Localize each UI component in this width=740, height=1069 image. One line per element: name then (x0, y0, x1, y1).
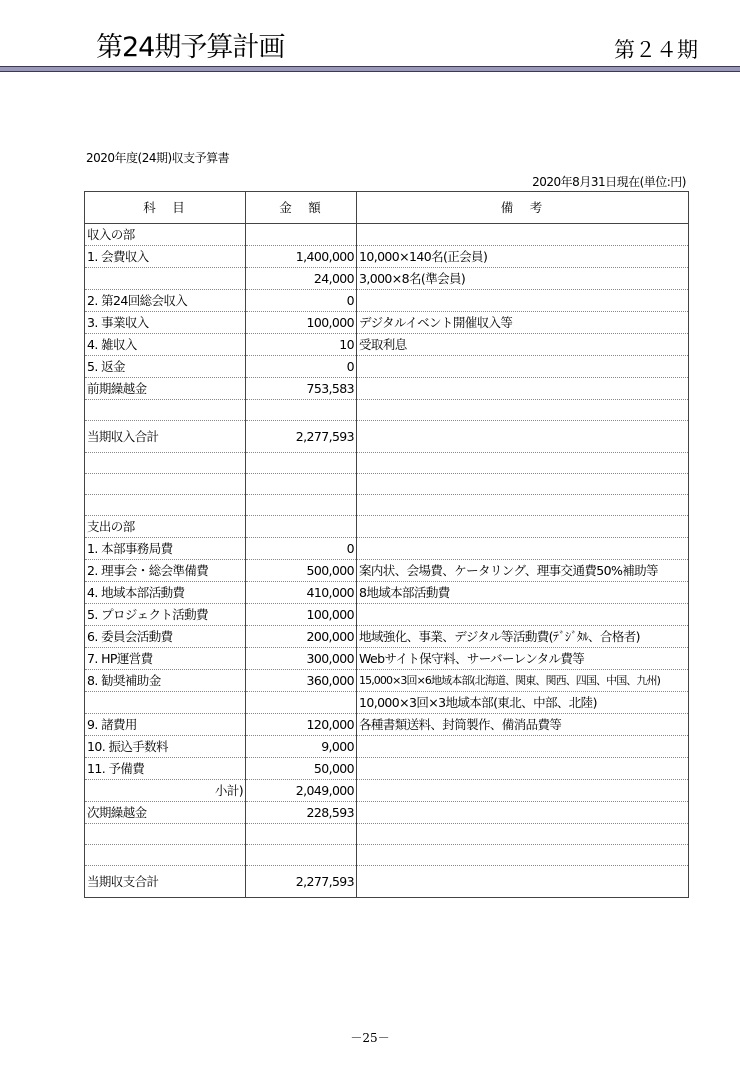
note-cell (357, 736, 689, 758)
note-cell (357, 824, 689, 845)
note-cell (357, 538, 689, 560)
table-row (85, 824, 689, 845)
amount-cell: 2,277,593 (246, 866, 357, 898)
note-cell (357, 604, 689, 626)
table-row (85, 692, 689, 714)
note-cell (357, 845, 689, 866)
item-cell (85, 495, 246, 516)
amount-cell: 410,000 (246, 582, 357, 604)
item-cell: 6. 委員会活動費 (85, 626, 246, 648)
column-header-amount: 金 額 (246, 192, 357, 224)
table-row (85, 356, 689, 378)
item-cell: 当期収支合計 (85, 866, 246, 898)
amount-cell: 200,000 (246, 626, 357, 648)
table-row (85, 400, 689, 421)
item-cell (85, 845, 246, 866)
note-cell (357, 356, 689, 378)
table-row (85, 604, 689, 626)
note-cell (357, 224, 689, 246)
amount-cell: 2,049,000 (246, 780, 357, 802)
amount-cell: 753,583 (246, 378, 357, 400)
item-cell: 10. 振込手数料 (85, 736, 246, 758)
item-cell: 4. 雑収入 (85, 334, 246, 356)
amount-cell: 228,593 (246, 802, 357, 824)
note-cell (357, 400, 689, 421)
table-row (85, 670, 689, 692)
item-cell: 1. 会費収入 (85, 246, 246, 268)
note-cell (357, 780, 689, 802)
note-cell: 案内状、会場費、ケータリング、理事交通費50%補助等 (357, 560, 689, 582)
amount-cell: 360,000 (246, 670, 357, 692)
table-row (85, 453, 689, 474)
note-cell: 地域強化、事業、デジタル等活動費(ﾃﾞｼﾞﾀﾙ、合格者) (357, 626, 689, 648)
table-row (85, 290, 689, 312)
table-row (85, 474, 689, 495)
table-row (85, 758, 689, 780)
item-cell: 4. 地域本部活動費 (85, 582, 246, 604)
amount-cell: 10 (246, 334, 357, 356)
note-cell: 10,000×3回×3地域本部(東北、中部、北陸) (357, 692, 689, 714)
table-row (85, 334, 689, 356)
table-row (85, 246, 689, 268)
header-divider-bar (0, 66, 740, 72)
note-cell (357, 474, 689, 495)
item-cell: 支出の部 (85, 516, 246, 538)
note-cell (357, 866, 689, 898)
item-cell: 7. HP運営費 (85, 648, 246, 670)
item-cell: 8. 勧奨補助金 (85, 670, 246, 692)
item-cell (85, 474, 246, 495)
column-header-note: 備 考 (357, 192, 689, 224)
amount-cell: 0 (246, 538, 357, 560)
note-cell: 15,000×3回×6地域本部(北海道、関東、関西、四国、中国、九州) (357, 670, 689, 692)
amount-cell: 1,400,000 (246, 246, 357, 268)
item-cell: 当期収入合計 (85, 421, 246, 453)
amount-cell: 300,000 (246, 648, 357, 670)
table-row (85, 538, 689, 560)
table-row (85, 802, 689, 824)
note-cell (357, 758, 689, 780)
table-row (85, 495, 689, 516)
amount-cell: 24,000 (246, 268, 357, 290)
item-cell: 収入の部 (85, 224, 246, 246)
item-cell: 3. 事業収入 (85, 312, 246, 334)
amount-cell (246, 845, 357, 866)
amount-cell: 50,000 (246, 758, 357, 780)
item-cell (85, 453, 246, 474)
table-row (85, 560, 689, 582)
table-row (85, 714, 689, 736)
item-cell: 2. 第24回総会収入 (85, 290, 246, 312)
table-row (85, 516, 689, 538)
item-cell: 11. 予備費 (85, 758, 246, 780)
item-cell: 小計) (85, 780, 246, 802)
item-cell (85, 268, 246, 290)
note-cell: 3,000×8名(準会員) (357, 268, 689, 290)
amount-cell (246, 692, 357, 714)
table-row (85, 582, 689, 604)
item-cell: 2. 理事会・総会準備費 (85, 560, 246, 582)
table-row (85, 648, 689, 670)
note-cell: デジタルイベント開催収入等 (357, 312, 689, 334)
amount-cell: 9,000 (246, 736, 357, 758)
note-cell (357, 378, 689, 400)
column-header-item: 科 目 (85, 192, 246, 224)
page-number: －25－ (350, 1031, 390, 1045)
term-label: 第２４期 (614, 38, 698, 62)
table-row (85, 224, 689, 246)
item-cell: 次期繰越金 (85, 802, 246, 824)
note-cell: Webサイト保守料、サーバーレンタル費等 (357, 648, 689, 670)
table-row (85, 845, 689, 866)
table-row (85, 780, 689, 802)
amount-cell (246, 824, 357, 845)
note-cell: 8地域本部活動費 (357, 582, 689, 604)
item-cell: 1. 本部事務局費 (85, 538, 246, 560)
document-title: 2020年度(24期)収支予算書 (86, 151, 230, 165)
amount-cell (246, 400, 357, 421)
item-cell: 5. 返金 (85, 356, 246, 378)
table-row (85, 626, 689, 648)
amount-cell: 500,000 (246, 560, 357, 582)
amount-cell (246, 453, 357, 474)
table-row (85, 312, 689, 334)
budget-table (84, 191, 689, 898)
note-cell (357, 453, 689, 474)
item-cell (85, 692, 246, 714)
amount-cell (246, 495, 357, 516)
page-title: 第24期予算計画 (96, 32, 285, 63)
amount-cell: 100,000 (246, 604, 357, 626)
note-cell (357, 802, 689, 824)
amount-cell: 0 (246, 290, 357, 312)
amount-cell: 120,000 (246, 714, 357, 736)
note-cell: 10,000×140名(正会員) (357, 246, 689, 268)
document-date-note: 2020年8月31日現在(単位:円) (532, 175, 686, 189)
table-row (85, 378, 689, 400)
table-row (85, 421, 689, 453)
note-cell (357, 516, 689, 538)
item-cell (85, 400, 246, 421)
table-row (85, 268, 689, 290)
note-cell (357, 290, 689, 312)
table-row (85, 736, 689, 758)
amount-cell: 0 (246, 356, 357, 378)
item-cell: 9. 諸費用 (85, 714, 246, 736)
note-cell: 受取利息 (357, 334, 689, 356)
item-cell: 5. プロジェクト活動費 (85, 604, 246, 626)
amount-cell: 100,000 (246, 312, 357, 334)
note-cell: 各種書類送料、封筒製作、備消品費等 (357, 714, 689, 736)
amount-cell: 2,277,593 (246, 421, 357, 453)
table-row (85, 866, 689, 898)
item-cell (85, 824, 246, 845)
note-cell (357, 421, 689, 453)
amount-cell (246, 516, 357, 538)
table-header-row (85, 192, 689, 224)
amount-cell (246, 224, 357, 246)
amount-cell (246, 474, 357, 495)
note-cell (357, 495, 689, 516)
item-cell: 前期繰越金 (85, 378, 246, 400)
